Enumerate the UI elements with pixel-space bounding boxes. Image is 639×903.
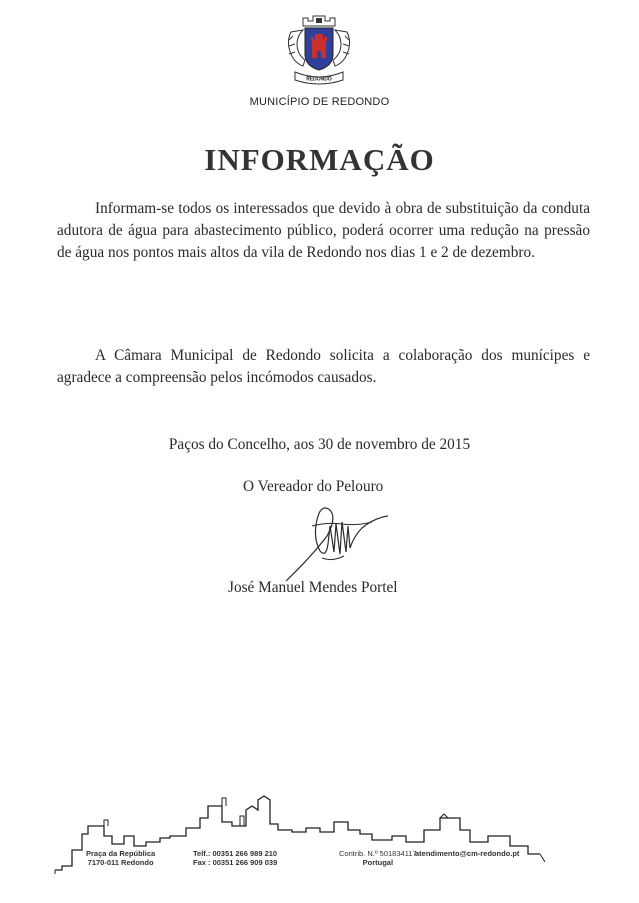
body-paragraph-2: A Câmara Municipal de Redondo solicita a colaboração dos munícipes e agradece a compreensão pelos incómodos causados. bbox=[57, 347, 590, 386]
footer-address bbox=[86, 849, 155, 867]
signatory-name: José Manuel Mendes Portel bbox=[228, 579, 398, 596]
body-paragraph-1: Informam-se todos os interessados que devido à obra de substituição da conduta adutora de água para abastecimento público, poderá ocorrer uma redução na pressão de água nos pontos mais altos da vila de Redondo nos dias 1 e 2 de dezembro. bbox=[57, 200, 590, 261]
svg-text:REDONDO: REDONDO bbox=[306, 76, 332, 83]
date-line: Paços do Concelho, aos 30 de novembro de 2015 bbox=[168, 436, 471, 453]
coat-of-arms-icon bbox=[277, 14, 361, 86]
footer-phone-fax bbox=[193, 849, 277, 867]
fax-number: Fax : 00351 266 909 039 bbox=[193, 858, 278, 867]
signatory-role: O Vereador do Pelouro bbox=[243, 478, 384, 495]
address-street: Praça da República bbox=[86, 849, 156, 858]
municipality-name: MUNICÍPIO DE REDONDO bbox=[249, 96, 390, 108]
document-title: INFORMAÇÃO bbox=[204, 142, 435, 177]
contributor-number: Contrib. N.º 501834117 bbox=[339, 849, 417, 858]
country: Portugal bbox=[362, 858, 394, 867]
footer-email[interactable]: atendimento@cm-redondo.pt bbox=[415, 849, 520, 858]
footer-contributor bbox=[339, 849, 417, 867]
castle-skyline-icon bbox=[0, 770, 639, 903]
handwritten-signature-icon bbox=[282, 496, 392, 586]
address-postal: 7170-011 Redondo bbox=[87, 858, 154, 867]
phone-number: Telf.: 00351 266 989 210 bbox=[193, 849, 278, 858]
